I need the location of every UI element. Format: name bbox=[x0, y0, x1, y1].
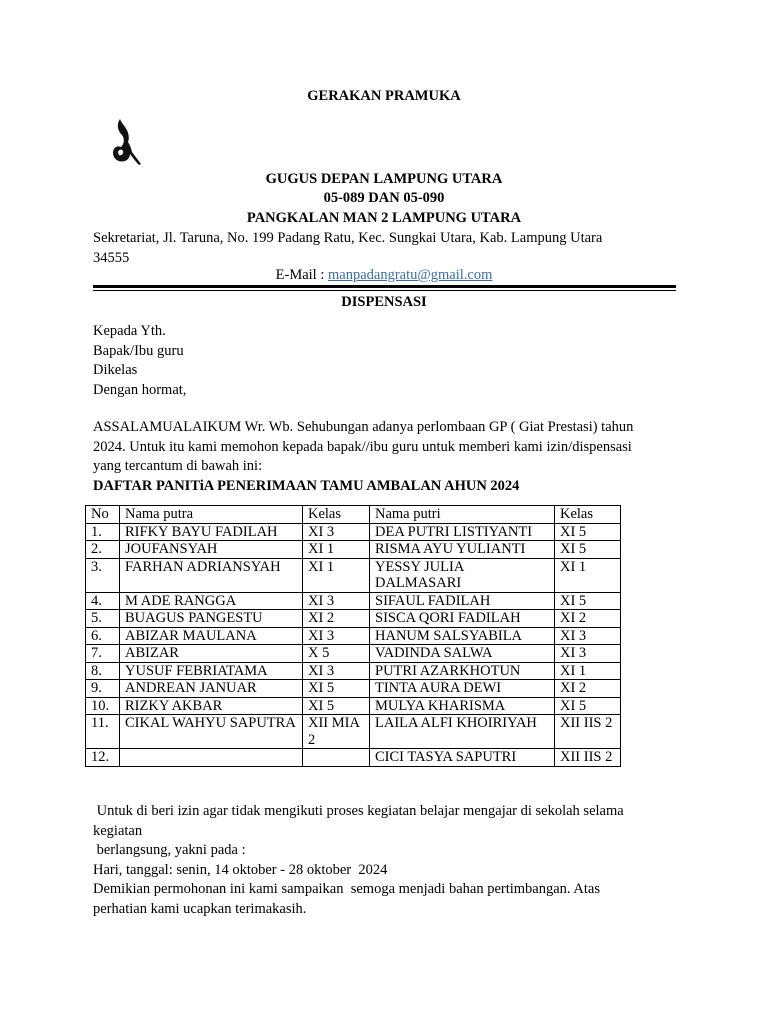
table-cell: MULYA KHARISMA bbox=[370, 697, 555, 715]
table-cell: XI 5 bbox=[555, 697, 621, 715]
table-cell: CICI TASYA SAPUTRI bbox=[370, 749, 555, 767]
table-cell: XI 3 bbox=[555, 645, 621, 663]
table-row bbox=[86, 523, 621, 541]
table-row bbox=[86, 592, 621, 610]
table-cell: XI 3 bbox=[303, 662, 370, 680]
table-header-row bbox=[86, 506, 621, 524]
table-cell: SIFAUL FADILAH bbox=[370, 592, 555, 610]
table-row bbox=[86, 541, 621, 559]
table-cell: 8. bbox=[86, 662, 120, 680]
intro-paragraph bbox=[93, 418, 683, 477]
intro-line: yang tercantum di bawah ini: bbox=[93, 458, 263, 474]
table-cell: XI 5 bbox=[555, 523, 621, 541]
tunas-kelapa-icon bbox=[108, 117, 142, 167]
table-row bbox=[86, 697, 621, 715]
table-cell: XI 3 bbox=[303, 627, 370, 645]
table-cell: XI 5 bbox=[303, 697, 370, 715]
list-title: DAFTAR PANITiA PENERIMAAN TAMU AMBALAN AHUN 2024 bbox=[93, 478, 520, 494]
table-cell bbox=[303, 749, 370, 767]
unit-numbers: 05-089 DAN 05-090 bbox=[323, 190, 445, 206]
table-cell: XII IIS 2 bbox=[555, 715, 621, 749]
table-cell: ABIZAR bbox=[120, 645, 303, 663]
closing-line: Untuk di beri izin agar tidak mengikuti proses kegiatan belajar mengajar di sekolah selama bbox=[93, 803, 624, 819]
table-cell: DEA PUTRI LISTIYANTI bbox=[370, 523, 555, 541]
header-rule-thick bbox=[93, 285, 676, 288]
column-header: Nama putra bbox=[120, 506, 303, 524]
unit-name: GUGUS DEPAN LAMPUNG UTARA bbox=[265, 171, 503, 187]
table-row bbox=[86, 627, 621, 645]
table-cell: XI 1 bbox=[303, 541, 370, 559]
table-cell bbox=[120, 749, 303, 767]
table-cell: XI 3 bbox=[303, 592, 370, 610]
table-cell: XI 3 bbox=[303, 523, 370, 541]
table-cell: 5. bbox=[86, 610, 120, 628]
date-line: Hari, tanggal: senin, 14 oktober - 28 oktober 2024 bbox=[93, 861, 388, 878]
address bbox=[93, 229, 693, 268]
closing-line: berlangsung, yakni pada : bbox=[93, 842, 246, 858]
column-header: Kelas bbox=[303, 506, 370, 524]
base-name: PANGKALAN MAN 2 LAMPUNG UTARA bbox=[246, 210, 522, 226]
intro-line: 2024. Untuk itu kami memohon kepada bapak//ibu guru untuk memberi kami izin/dispensasi bbox=[93, 438, 632, 455]
table-cell: RIFKY BAYU FADILAH bbox=[120, 523, 303, 541]
table-row bbox=[86, 662, 621, 680]
email-link[interactable]: manpadangratu@gmail.com bbox=[328, 267, 493, 283]
recipient-block bbox=[93, 322, 683, 400]
email-line bbox=[0, 267, 768, 284]
table-row bbox=[86, 645, 621, 663]
recipient-line: Dikelas bbox=[93, 362, 138, 378]
table-cell: XI 1 bbox=[555, 558, 621, 592]
table-cell: HANUM SALSYABILA bbox=[370, 627, 555, 645]
org-name: GERAKAN PRAMUKA bbox=[307, 88, 461, 104]
table-cell: X 5 bbox=[303, 645, 370, 663]
table-cell: RIZKY AKBAR bbox=[120, 697, 303, 715]
table-cell: XI 2 bbox=[555, 680, 621, 698]
table-cell: 11. bbox=[86, 715, 120, 749]
table-cell: 10. bbox=[86, 697, 120, 715]
greeting: Dengan hormat, bbox=[93, 381, 187, 398]
participant-table bbox=[85, 505, 621, 767]
table-cell: XI 5 bbox=[555, 541, 621, 559]
table-cell: JOUFANSYAH bbox=[120, 541, 303, 559]
recipient-line: Bapak/Ibu guru bbox=[93, 342, 184, 359]
column-header: Kelas bbox=[555, 506, 621, 524]
closing-line: perhatian kami ucapkan terimakasih. bbox=[93, 900, 307, 917]
closing-line: kegiatan bbox=[93, 822, 143, 839]
table-cell: XII IIS 2 bbox=[555, 749, 621, 767]
table-row bbox=[86, 680, 621, 698]
table-cell: ABIZAR MAULANA bbox=[120, 627, 303, 645]
table-cell: XI 1 bbox=[303, 558, 370, 592]
table-row bbox=[86, 715, 621, 749]
table-cell: 12. bbox=[86, 749, 120, 767]
table-cell: 3. bbox=[86, 558, 120, 592]
intro-line: ASSALAMUALAIKUM Wr. Wb. Sehubungan adanya perlombaan GP ( Giat Prestasi) tahun bbox=[93, 419, 634, 435]
address-line-2: 34555 bbox=[93, 249, 130, 266]
table-cell: YESSY JULIA DALMASARI bbox=[370, 558, 555, 592]
table-cell: 7. bbox=[86, 645, 120, 663]
table-cell: YUSUF FEBRIATAMA bbox=[120, 662, 303, 680]
letter-title: DISPENSASI bbox=[341, 294, 427, 310]
table-cell: 9. bbox=[86, 680, 120, 698]
table-cell: SISCA QORI FADILAH bbox=[370, 610, 555, 628]
table-cell: XI 5 bbox=[555, 592, 621, 610]
table-cell: XI 3 bbox=[555, 627, 621, 645]
table-cell: XI 1 bbox=[555, 662, 621, 680]
table-cell: XI 2 bbox=[555, 610, 621, 628]
table-cell: 2. bbox=[86, 541, 120, 559]
table-cell: XI 5 bbox=[303, 680, 370, 698]
table-row bbox=[86, 610, 621, 628]
table-row bbox=[86, 749, 621, 767]
table-cell: 1. bbox=[86, 523, 120, 541]
table-cell: FARHAN ADRIANSYAH bbox=[120, 558, 303, 592]
table-cell: M ADE RANGGA bbox=[120, 592, 303, 610]
email-label: E-Mail : bbox=[275, 267, 328, 283]
table-cell: BUAGUS PANGESTU bbox=[120, 610, 303, 628]
table-cell: XI 2 bbox=[303, 610, 370, 628]
closing-line: Demikian permohonan ini kami sampaikan semoga menjadi bahan pertimbangan. Atas bbox=[93, 881, 600, 897]
table-cell: VADINDA SALWA bbox=[370, 645, 555, 663]
table-cell: 4. bbox=[86, 592, 120, 610]
column-header: No bbox=[86, 506, 120, 524]
table-cell: XII MIA 2 bbox=[303, 715, 370, 749]
address-line-1: Sekretariat, Jl. Taruna, No. 199 Padang Ratu, Kec. Sungkai Utara, Kab. Lampung Utara bbox=[93, 230, 603, 246]
table-cell: PUTRI AZARKHOTUN bbox=[370, 662, 555, 680]
table-cell: RISMA AYU YULIANTI bbox=[370, 541, 555, 559]
closing-paragraph bbox=[93, 802, 683, 919]
column-header: Nama putri bbox=[370, 506, 555, 524]
header-rule-thin bbox=[93, 290, 676, 291]
recipient-line: Kepada Yth. bbox=[93, 323, 166, 339]
table-cell: TINTA AURA DEWI bbox=[370, 680, 555, 698]
table-cell: CIKAL WAHYU SAPUTRA bbox=[120, 715, 303, 749]
table-cell: LAILA ALFI KHOIRIYAH bbox=[370, 715, 555, 749]
table-row bbox=[86, 558, 621, 592]
table-cell: ANDREAN JANUAR bbox=[120, 680, 303, 698]
table-cell: 6. bbox=[86, 627, 120, 645]
